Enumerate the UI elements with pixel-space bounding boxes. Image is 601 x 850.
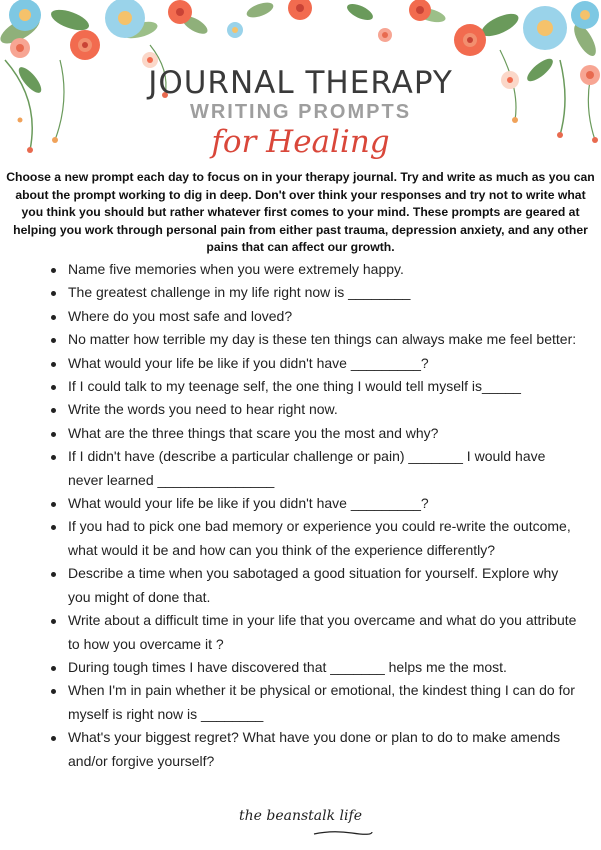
list-item: When I'm in pain whether it be physical or emotional, the kindest thing I can do for myself is right now is ________ [48,679,583,726]
footer-logo-text: the beanstalk life [239,808,362,824]
footer-underline-flourish [312,829,374,837]
list-item: What are the three things that scare you the most and why? [48,422,583,445]
intro-paragraph: Choose a new prompt each day to focus on in your therapy journal. Try and write as much as you can about the prompt working to dig in deep. Don't over think your responses and try not to write what you think you should but rather whatever first comes to your mind. These prompts are geared at helping you work through personal pain from either past trauma, depression anxiety, and any other pains that can affect our growth. [6,170,595,255]
subtitle-for-healing: for Healing [211,124,390,160]
list-item: Describe a time when you sabotaged a good situation for yourself. Explore why you might of done that. [48,562,583,609]
title-journal-therapy: JOURNAL THERAPY [148,65,453,101]
prompt-list [48,258,583,773]
list-item: If I could talk to my teenage self, the one thing I would tell myself is_____ [48,375,583,398]
list-item: What's your biggest regret? What have you done or plan to do to make amends and/or forgive yourself? [48,726,583,773]
list-item: During tough times I have discovered that _______ helps me the most. [48,656,583,679]
list-item: If I didn't have (describe a particular challenge or pain) _______ I would have never learned _______________ [48,445,583,492]
title-block [0,66,601,160]
list-item: Write about a difficult time in your life that you overcame and what do you attribute to how you overcame it ? [48,609,583,656]
list-item: Name five memories when you were extremely happy. [48,258,583,281]
list-item: If you had to pick one bad memory or experience you could re-write the outcome, what would it be and how can you think of the experience differently? [48,515,583,562]
list-item: No matter how terrible my day is these ten things can always make me feel better: [48,328,583,351]
top-center-floral [227,0,392,42]
list-item: What would your life be like if you didn't have _________? [48,492,583,515]
list-item: What would your life be like if you didn't have _________? [48,352,583,375]
list-item: The greatest challenge in my life right now is ________ [48,281,583,304]
list-item: Write the words you need to hear right now. [48,398,583,421]
subtitle-writing-prompts: WRITING PROMPTS [189,101,412,123]
list-item: Where do you most safe and loved? [48,305,583,328]
